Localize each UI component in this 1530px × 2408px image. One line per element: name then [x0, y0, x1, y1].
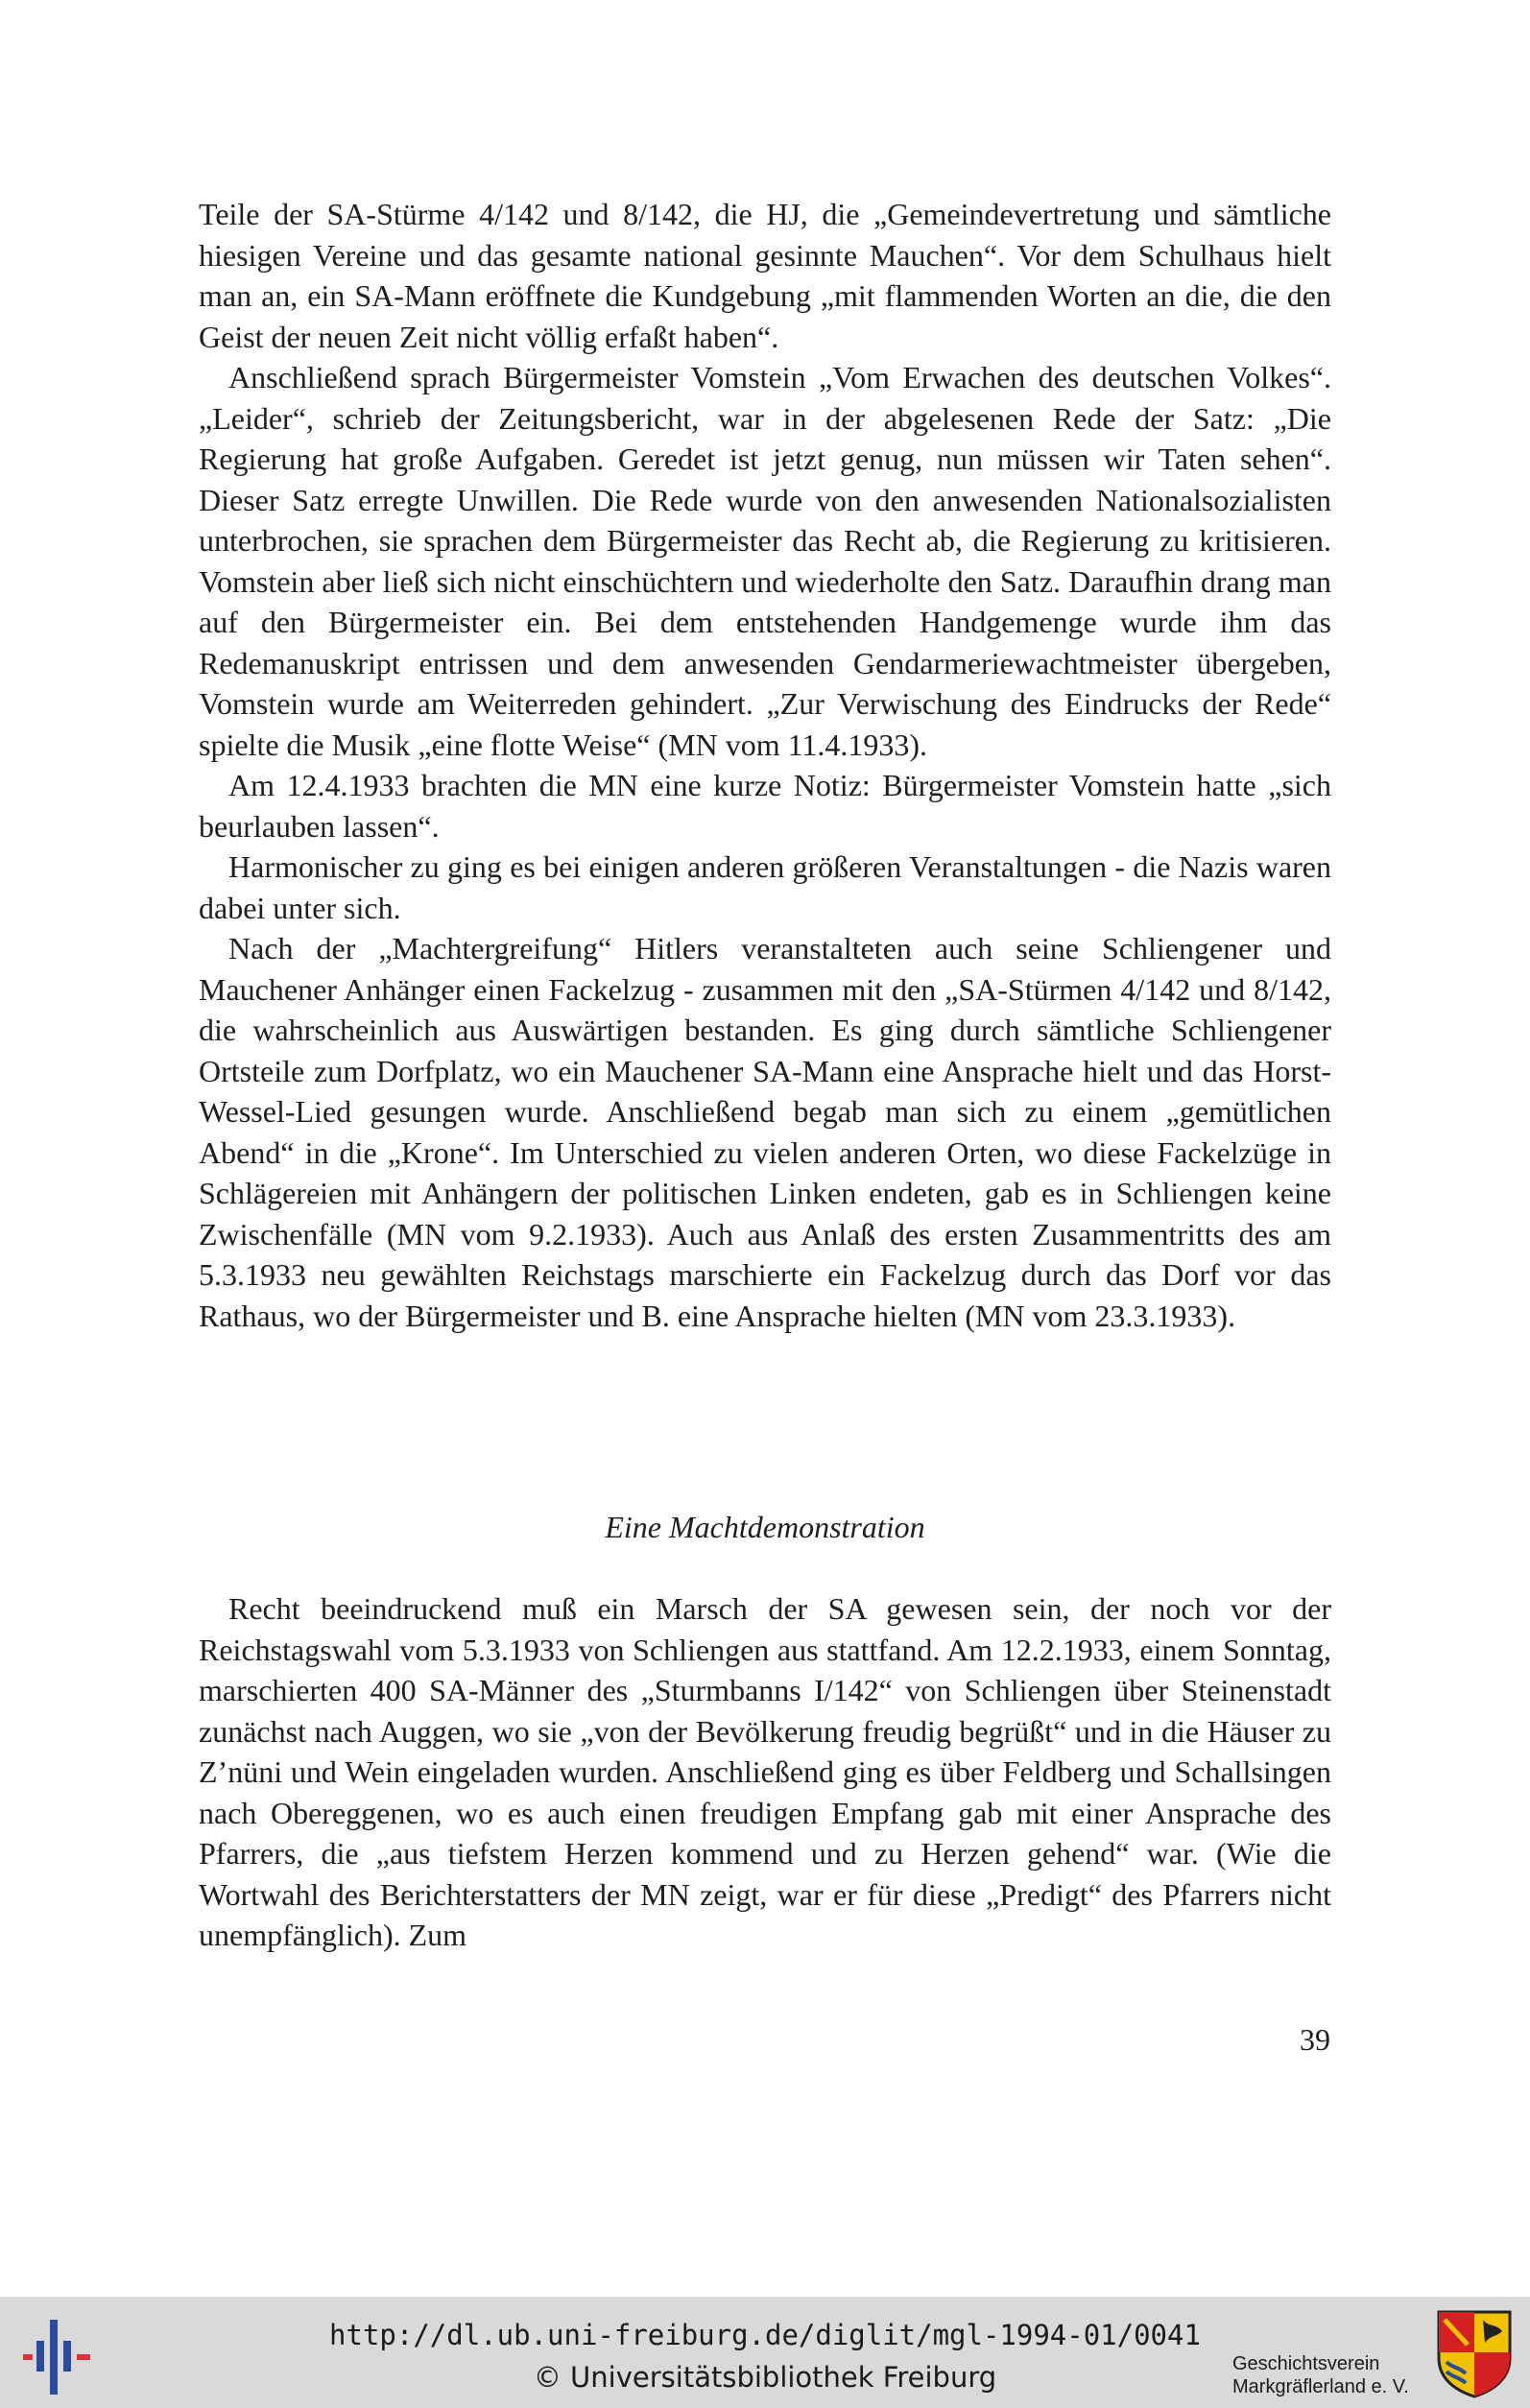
coat-of-arms-icon[interactable] [1435, 2308, 1514, 2398]
footer-bar [0, 2297, 1530, 2408]
paragraph: Am 12.4.1933 brachten die MN eine kurze Notiz: Bürgermeister Vomstein hatte „sich beurlauben lassen“. [199, 768, 1331, 844]
copyright-text: © Universitätsbibliothek Freiburg [533, 2361, 997, 2394]
paragraph: Nach der „Machtergreifung“ Hitlers veranstalteten auch seine Schliengener und Mauchener Anhänger einen Fackelzug - zusammen mit den „SA-Stürmen 4/142 und 8/142, die wahrscheinlich aus Auswärtigen bestanden. Es ging durch sämtliche Schliengener Ortsteile zum Dorfplatz, wo ein Mauchener SA-Mann eine Ansprache hielt und das Horst-Wessel-Lied gesungen wurde. Anschließend begab man sich zu einem „gemütlichen Abend“ in die „Krone“. Im Unterschied zu vielen anderen Orten, wo diese Fackelzüge in Schlägereien mit Anhängern der politischen Linken endeten, gab es in Schliengen keine Zwischenfälle (MN vom 9.2.1933). Auch aus Anlaß des ersten Zusammentritts des am 5.3.1933 neu gewählten Reichstags marschierte ein Fackelzug durch das Dorf vor das Rathaus, wo der Bürgermeister und B. eine Ansprache hielten (MN vom 23.3.1933). [199, 931, 1331, 1333]
society-name [1232, 2352, 1409, 2398]
source-url-link[interactable]: http://dl.ub.uni-freiburg.de/diglit/mgl-1994-01/0041 [329, 2319, 1201, 2351]
paragraph: Teile der SA-Stürme 4/142 und 8/142, die HJ, die „Gemeindevertretung und sämtliche hiesigen Vereine und das gesamte national gesinnte Mauchen“. Vor dem Schulhaus hielt man an, ein SA-Mann eröffnete die Kundgebung „mit flammenden Worten an die, die den Geist der neuen Zeit nicht völlig erfaßt haben“. [199, 197, 1331, 354]
society-line-1: Geschichtsverein [1232, 2353, 1380, 2374]
paragraph: Anschließend sprach Bürgermeister Vomstein „Vom Erwachen des deutschen Volkes“. „Leider“, schrieb der Zeitungsbericht, war in der abgelesenen Rede der Satz: „Die Regierung hat große Aufgaben. Geredet ist jetzt genug, nun müssen wir Taten sehen“. Dieser Satz erregte Unwillen. Die Rede wurde von den anwesenden Nationalsozialisten unterbrochen, sie sprachen dem Bürgermeister das Recht ab, die Regierung zu kritisieren. Vomstein aber ließ sich nicht einschüchtern und wiederholte den Satz. Daraufhin drang man auf den Bürgermeister ein. Bei dem entstehenden Handgemenge wurde ihm das Redemanuskript entrissen und dem anwesenden Gendarmeriewachtmeister übergeben, Vomstein wurde am Weiterreden gehindert. „Zur Verwischung des Eindrucks der Rede“ spielte die Musik „eine flotte Weise“ (MN vom 11.4.1933). [199, 360, 1331, 762]
paragraph: Harmonischer zu ging es bei einigen anderen größeren Veranstaltungen - die Nazis waren dabei unter sich. [199, 849, 1331, 925]
body-text-lower [199, 1588, 1331, 1956]
body-text-upper [199, 194, 1331, 1336]
page-number: 39 [1300, 2022, 1330, 2057]
society-line-2: Markgräflerland e. V. [1232, 2376, 1409, 2397]
section-heading: Eine Machtdemonstration [605, 1510, 925, 1544]
paragraph: Recht beeindruckend muß ein Marsch der SA gewesen sein, der noch vor der Reichstagswahl vom 5.3.1933 von Schliengen aus stattfand. Am 12.2.1933, einem Sonntag, marschierten 400 SA-Männer des „Sturmbanns I/142“ von Schliengen über Steinenstadt zunächst nach Auggen, wo sie „von der Bevölkerung freudig begrüßt“ und in die Häuser zu Z’nüni und Wein eingeladen wurden. Anschließend ging es über Feldberg und Schallsingen nach Obereggenen, wo es auch einen freudigen Empfang gab mit einer Ansprache des Pfarrers, die „aus tiefstem Herzen kommend und zu Herzen gehend“ war. (Wie die Wortwahl des Berichterstatters der MN zeigt, war er für diese „Predigt“ des Pfarrers nicht unempfänglich). Zum [199, 1591, 1331, 1952]
